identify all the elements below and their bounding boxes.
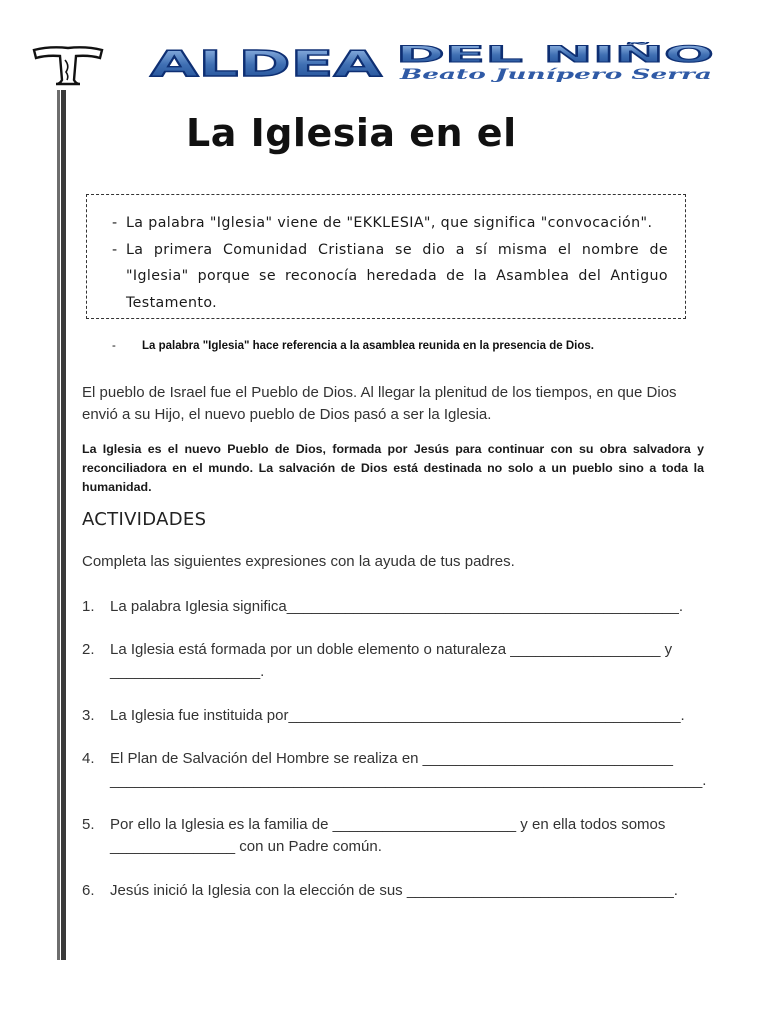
activity-item — [82, 705, 702, 727]
activity-number: 2. — [82, 641, 95, 658]
activity-text: El Plan de Salvación del Hombre se realiza en ______________________________ _______________________________________________________________________. — [110, 750, 707, 789]
paragraph-church: La Iglesia es el nuevo Pueblo de Dios, formada por Jesús para continuar con su obra salvadora y reconciliadora en el mundo. La salvación de Dios está destinada no solo a un pueblo sino a toda la humanidad. — [82, 442, 704, 494]
activity-text: Por ello la Iglesia es la familia de ______________________ y en ella todos somos _______________ con un Padre común. — [110, 816, 666, 855]
logo-main-text: ALDEA — [150, 44, 383, 84]
activity-number: 4. — [82, 750, 95, 767]
activity-number: 6. — [82, 882, 95, 899]
activity-number: 5. — [82, 816, 95, 833]
activity-text: La Iglesia fue instituida por_______________________________________________. — [110, 707, 685, 724]
page-margin-bar — [57, 90, 66, 960]
definition-text: La primera Comunidad Cristiana se dio a sí misma el nombre de "Iglesia" porque se reconocía heredada de la Asamblea del Antiguo Testamento. — [126, 241, 668, 311]
logo-secondary-text: DEL NIÑO — [396, 43, 515, 68]
activity-number: 3. — [82, 707, 95, 724]
aldea-del-nino-logo — [148, 42, 728, 84]
note-line: - La palabra "Iglesia" hace referencia a la asamblea reunida en la presencia de Dios. — [112, 340, 594, 352]
note-text: La palabra "Iglesia" hace referencia a la asamblea reunida en la presencia de Dios. — [142, 340, 594, 352]
paragraph-israel: El pueblo de Israel fue el Pueblo de Dios. Al llegar la plenitud de los tiempos, en que Dios envió a su Hijo, el nuevo pueblo de Dios pasó a ser la Iglesia. — [82, 384, 677, 423]
activity-item — [82, 880, 702, 902]
activity-text: Jesús inició la Iglesia con la elección de sus ________________________________. — [110, 882, 678, 899]
activity-text: La Iglesia está formada por un doble elemento o naturaleza __________________ y __________________. — [110, 641, 673, 680]
definition-item: - La primera Comunidad Cristiana se dio a sí misma el nombre de "Iglesia" porque se reconocía heredada de la Asamblea del Antiguo Testamento. — [112, 237, 668, 317]
section-heading: ACTIVIDADES — [82, 509, 207, 530]
definition-text: La palabra "Iglesia" viene de "EKKLESIA", que significa "convocación". — [126, 215, 653, 231]
activity-item — [82, 748, 707, 792]
definition-list — [112, 210, 668, 316]
logo-subtitle-text: Beato Junípero Serra — [398, 67, 712, 83]
activity-item — [82, 814, 702, 858]
tau-cross-logo — [30, 44, 106, 86]
page-title: La Iglesia en el — [186, 111, 517, 155]
activity-number: 1. — [82, 598, 95, 615]
activity-item — [82, 596, 702, 618]
activity-text: La palabra Iglesia significa_______________________________________________. — [110, 598, 684, 615]
definition-item: - La palabra "Iglesia" viene de "EKKLESIA", que significa "convocación". — [112, 210, 668, 237]
instructions-text: Completa las siguientes expresiones con la ayuda de tus padres. — [82, 553, 515, 570]
activity-item — [82, 639, 702, 683]
